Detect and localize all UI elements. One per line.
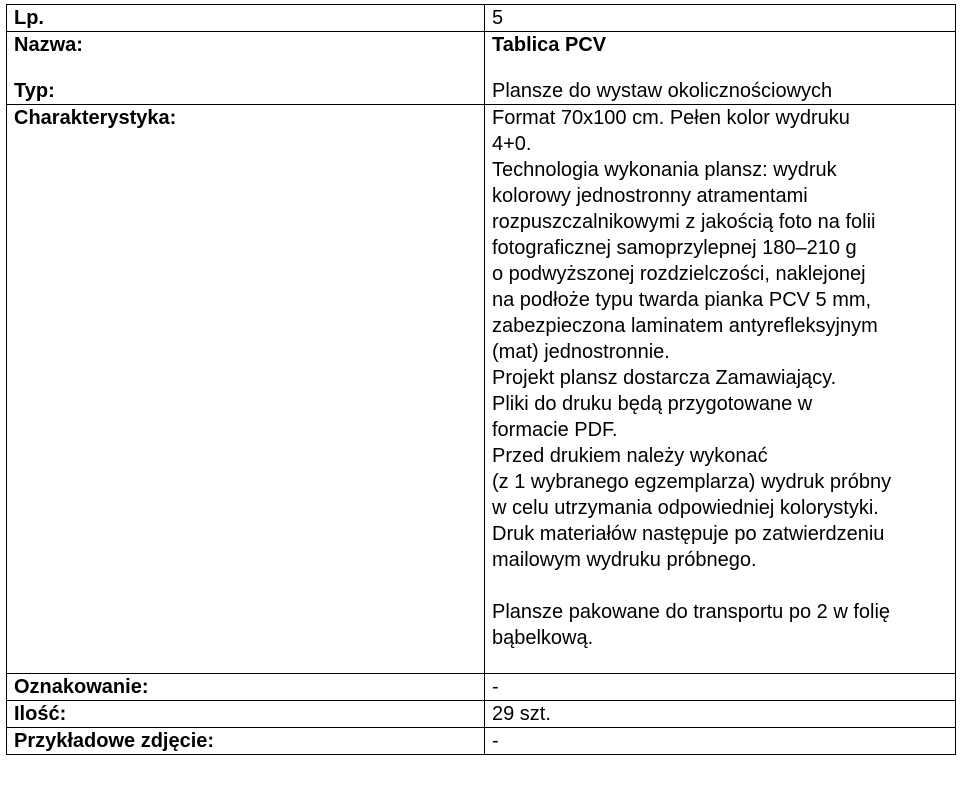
typ-value: Plansze do wystaw okolicznościowych xyxy=(492,80,833,102)
row-oznakowanie xyxy=(7,674,956,701)
charakterystyka-label: Charakterystyka: xyxy=(7,105,485,674)
row-zdjecie xyxy=(7,728,956,755)
nazwa-typ-values xyxy=(485,32,956,105)
charakterystyka-line: zabezpieczona laminatem antyrefleksyjnym xyxy=(492,315,878,337)
charakterystyka-line: w celu utrzymania odpowiedniej kolorystyki. xyxy=(492,497,879,519)
row-nazwa-typ xyxy=(7,32,956,105)
typ-label: Typ: xyxy=(14,80,55,102)
specification-table xyxy=(6,4,956,755)
charakterystyka-line: o podwyższonej rozdzielczości, naklejonej xyxy=(492,263,866,285)
charakterystyka-line: (mat) jednostronnie. xyxy=(492,341,670,363)
nazwa-typ-labels xyxy=(7,32,485,105)
row-lp xyxy=(7,5,956,32)
spacer xyxy=(14,58,484,78)
charakterystyka-line: fotograficznej samoprzylepnej 180–210 g xyxy=(492,237,857,259)
zdjecie-label: Przykładowe zdjęcie: xyxy=(7,728,485,755)
charakterystyka-value xyxy=(485,105,956,674)
row-charakterystyka xyxy=(7,105,956,674)
packaging-line: Plansze pakowane do transportu po 2 w folię xyxy=(492,601,891,623)
nazwa-value: Tablica PCV xyxy=(492,34,607,56)
charakterystyka-line: (z 1 wybranego egzemplarza) wydruk próbny xyxy=(492,471,892,493)
charakterystyka-line: Technologia wykonania plansz: wydruk xyxy=(492,159,837,181)
zdjecie-value: - xyxy=(485,728,956,755)
charakterystyka-line: na podłoże typu twarda pianka PCV 5 mm, xyxy=(492,289,872,311)
lp-label: Lp. xyxy=(7,5,485,32)
row-ilosc xyxy=(7,701,956,728)
nazwa-label: Nazwa: xyxy=(14,34,83,56)
charakterystyka-line: Format 70x100 cm. Pełen kolor wydruku xyxy=(492,107,850,129)
charakterystyka-line: mailowym wydruku próbnego. xyxy=(492,549,757,571)
spacer xyxy=(492,573,955,599)
packaging-line: bąbelkową. xyxy=(492,627,594,649)
ilosc-value: 29 szt. xyxy=(485,701,956,728)
charakterystyka-line: kolorowy jednostronny atramentami xyxy=(492,185,808,207)
charakterystyka-line: formacie PDF. xyxy=(492,419,618,441)
charakterystyka-line: Przed drukiem należy wykonać xyxy=(492,445,768,467)
charakterystyka-line: Pliki do druku będą przygotowane w xyxy=(492,393,813,415)
ilosc-label: Ilość: xyxy=(7,701,485,728)
oznakowanie-label: Oznakowanie: xyxy=(7,674,485,701)
charakterystyka-lines xyxy=(492,105,955,573)
charakterystyka-line: rozpuszczalnikowymi z jakością foto na folii xyxy=(492,211,876,233)
packaging-lines xyxy=(492,599,955,651)
spacer xyxy=(492,58,955,78)
charakterystyka-line: Druk materiałów następuje po zatwierdzeniu xyxy=(492,523,885,545)
charakterystyka-line: 4+0. xyxy=(492,133,532,155)
oznakowanie-value: - xyxy=(485,674,956,701)
charakterystyka-line: Projekt plansz dostarcza Zamawiający. xyxy=(492,367,837,389)
lp-value: 5 xyxy=(485,5,956,32)
